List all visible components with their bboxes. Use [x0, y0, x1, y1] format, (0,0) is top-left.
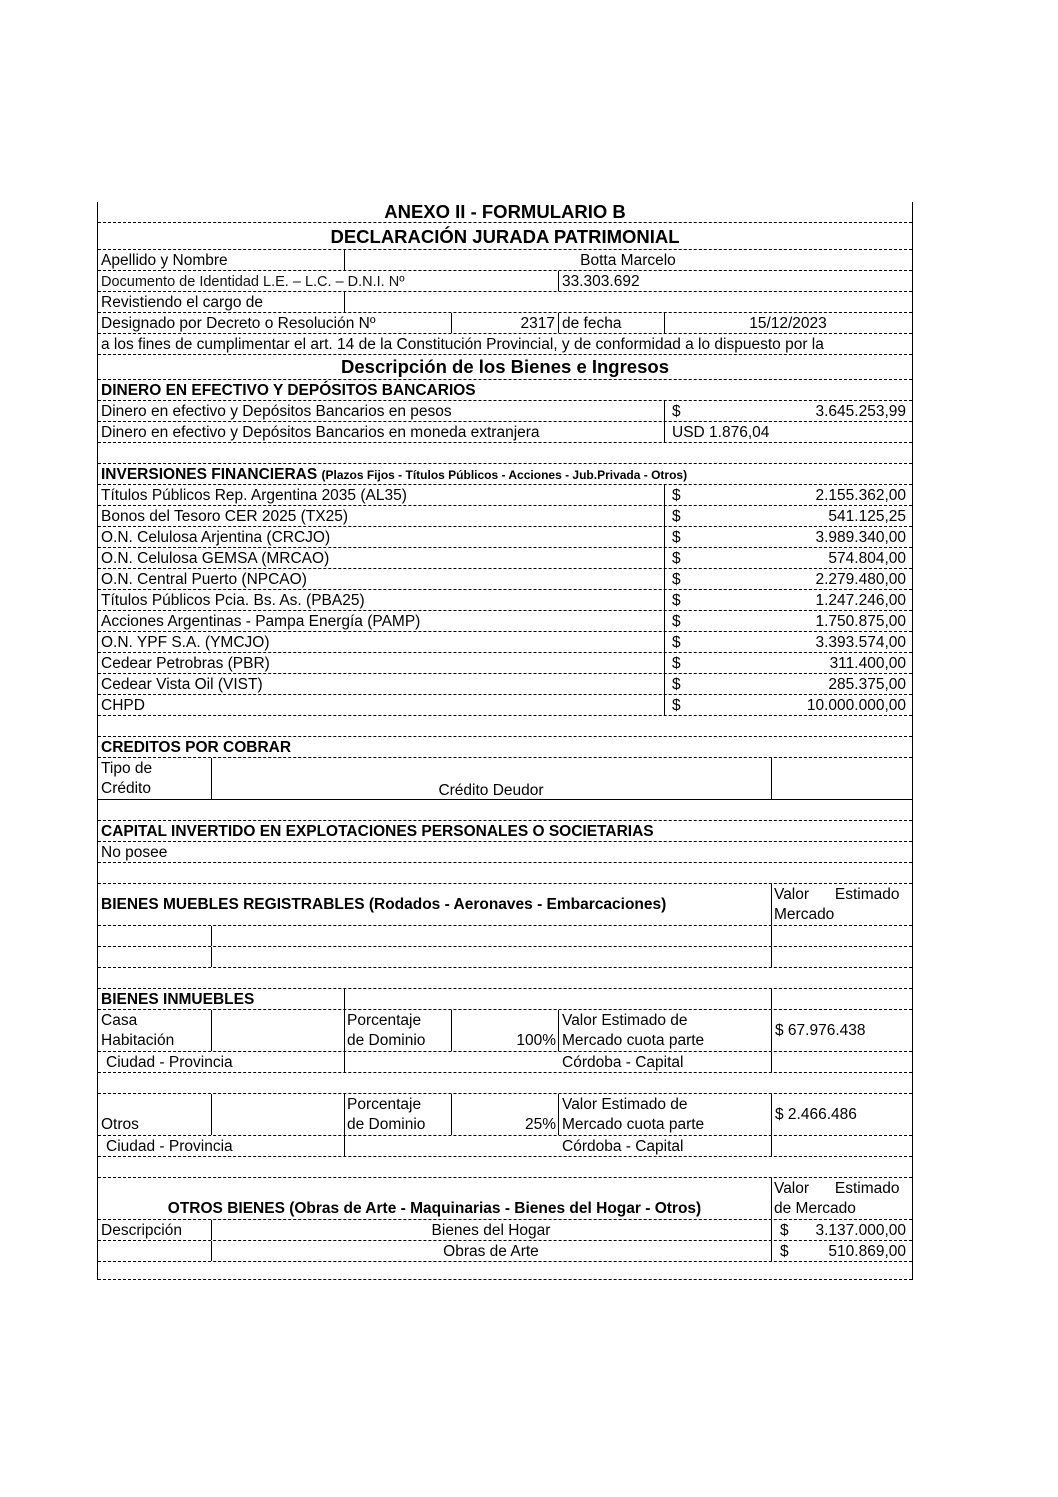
investment-label: O.N. Celulosa GEMSA (MRCAO) — [101, 550, 330, 567]
annex-row — [98, 202, 912, 223]
spacer-row — [98, 1262, 912, 1280]
capital-value: No posee — [101, 844, 168, 861]
other-amount: 510.869,00 — [828, 1243, 906, 1260]
desc-label: Descripción — [101, 1222, 182, 1239]
city-label: Ciudad - Provincia — [106, 1054, 233, 1071]
doc-row — [98, 271, 912, 292]
investment-currency: $ — [672, 550, 681, 567]
cash-heading-row — [98, 380, 912, 401]
annex-title: ANEXO II - FORMULARIO B — [384, 201, 626, 222]
credit-type-label-1: Tipo de — [101, 760, 153, 777]
name-row — [98, 250, 912, 271]
pct-label-1: Porcentaje — [347, 1012, 422, 1029]
decreto-value: 2317 — [520, 315, 555, 332]
movables-row — [98, 926, 912, 947]
cash-currency: $ — [672, 403, 681, 420]
city-value: Córdoba - Capital — [562, 1054, 684, 1071]
description-title: Descripción de los Bienes e Ingresos — [341, 356, 669, 377]
realestate-item-row — [98, 1094, 912, 1136]
spacer-row — [98, 863, 912, 884]
city-value: Córdoba - Capital — [562, 1138, 684, 1155]
cash-label: Dinero en efectivo y Depósitos Bancarios en moneda extranjera — [101, 424, 540, 441]
capital-heading: CAPITAL INVERTIDO EN EXPLOTACIONES PERSONALES O SOCIETARIAS — [101, 823, 654, 840]
investment-amount: 2.279.480,00 — [815, 571, 906, 588]
investment-amount: 1.247.246,00 — [815, 592, 906, 609]
pct-value: 25% — [524, 1116, 556, 1133]
value-label-2: Mercado cuota parte — [562, 1032, 705, 1049]
investment-amount: 311.400,00 — [829, 655, 906, 672]
investment-amount: 285.375,00 — [828, 676, 906, 693]
value-label-1: Valor Estimado de — [562, 1012, 688, 1029]
spacer-row — [98, 716, 912, 737]
cash-row — [98, 401, 912, 422]
name-label: Apellido y Nombre — [101, 252, 228, 269]
investment-label: O.N. Celulosa Arjentina (CRCJO) — [101, 529, 331, 546]
other-value-label-1: Valor Estimado — [774, 1180, 900, 1197]
investment-row — [98, 506, 912, 527]
city-row — [98, 1052, 912, 1073]
pct-value: 100% — [516, 1032, 556, 1049]
investment-currency: $ — [672, 634, 681, 651]
legal-text: a los fines de cumplimentar el art. 14 de la Constitución Provincial, y de conformidad a lo dispuesto por la — [101, 336, 824, 353]
investment-label: Títulos Públicos Pcia. Bs. As. (PBA25) — [101, 592, 365, 609]
investment-amount: 3.989.340,00 — [815, 529, 906, 546]
investments-heading: INVERSIONES FINANCIERAS — [101, 466, 318, 483]
movables-heading-row — [98, 884, 912, 926]
investment-amount: 1.750.875,00 — [815, 613, 906, 630]
other-label: Bienes del Hogar — [431, 1222, 551, 1239]
investment-currency: $ — [672, 697, 681, 714]
investment-currency: $ — [672, 571, 681, 588]
investment-label: Cedear Vista Oil (VIST) — [101, 676, 263, 693]
investment-currency: $ — [672, 655, 681, 672]
cash-currency: USD 1.876,04 — [672, 424, 770, 441]
investment-label: Bonos del Tesoro CER 2025 (TX25) — [101, 508, 348, 525]
movables-value-label-1: Valor Estimado — [774, 886, 900, 903]
investment-row — [98, 590, 912, 611]
capital-row — [98, 842, 912, 863]
fecha-value: 15/12/2023 — [749, 315, 827, 332]
investment-label: Acciones Argentinas - Pampa Energía (PAMP) — [101, 613, 421, 630]
other-heading-row — [98, 1178, 912, 1220]
investment-currency: $ — [672, 508, 681, 525]
investment-row — [98, 569, 912, 590]
investments-note: (Plazos Fijos - Títulos Públicos - Acciones - Jub.Privada - Otros) — [321, 468, 688, 482]
value-label-2: Mercado cuota parte — [562, 1116, 705, 1133]
investment-label: Títulos Públicos Rep. Argentina 2035 (AL35) — [101, 487, 407, 504]
investment-label: CHPD — [101, 697, 145, 714]
realestate-type-2: Otros — [101, 1116, 139, 1133]
credit-debtor-label: Crédito Deudor — [438, 782, 544, 799]
title-row — [98, 223, 912, 250]
doc-value: 33.303.692 — [562, 273, 640, 290]
investment-amount: 3.393.574,00 — [815, 634, 906, 651]
cash-amount: 3.645.253,99 — [815, 403, 906, 420]
realestate-heading: BIENES INMUEBLES — [101, 991, 255, 1008]
realestate-heading-row — [98, 989, 912, 1010]
investment-amount: 10.000.000,00 — [806, 697, 906, 714]
cargo-label: Revistiendo el cargo de — [101, 294, 263, 311]
realestate-value: $ 2.466.486 — [775, 1106, 857, 1123]
investment-row — [98, 527, 912, 548]
realestate-type-1: Casa — [101, 1012, 138, 1029]
investment-currency: $ — [672, 676, 681, 693]
investment-row — [98, 632, 912, 653]
fecha-label: de fecha — [562, 315, 622, 332]
pct-label-2: de Dominio — [347, 1116, 426, 1133]
spacer-row — [98, 443, 912, 464]
other-label: Obras de Arte — [443, 1243, 539, 1260]
investment-label: Cedear Petrobras (PBR) — [101, 655, 270, 672]
credits-heading: CREDITOS POR COBRAR — [101, 739, 292, 756]
investment-label: O.N. YPF S.A. (YMCJO) — [101, 634, 270, 651]
investment-amount: 2.155.362,00 — [815, 487, 906, 504]
investment-currency: $ — [672, 592, 681, 609]
spacer-row — [98, 800, 912, 821]
other-currency: $ — [780, 1243, 789, 1260]
doc-label: Documento de Identidad L.E. – L.C. – D.N.I. Nº — [101, 274, 405, 290]
capital-heading-row — [98, 821, 912, 842]
investment-row — [98, 695, 912, 716]
movables-heading: BIENES MUEBLES REGISTRABLES (Rodados - Aeronaves - Embarcaciones) — [101, 896, 667, 913]
other-value-label-2: de Mercado — [774, 1200, 856, 1217]
city-label: Ciudad - Provincia — [106, 1138, 233, 1155]
other-currency: $ — [780, 1222, 789, 1239]
other-heading: OTROS BIENES (Obras de Arte - Maquinarias - Bienes del Hogar - Otros) — [167, 1200, 702, 1217]
investment-currency: $ — [672, 529, 681, 546]
investment-row — [98, 611, 912, 632]
cash-row — [98, 422, 912, 443]
spacer-row — [98, 968, 912, 989]
other-row — [98, 1241, 912, 1262]
realestate-type-2: Habitación — [101, 1032, 175, 1049]
description-row — [98, 355, 912, 380]
investment-label: O.N. Central Puerto (NPCAO) — [101, 571, 307, 588]
investment-row — [98, 653, 912, 674]
spacer-row — [98, 1073, 912, 1094]
movables-value-label-2: Mercado — [774, 906, 835, 923]
cash-heading: DINERO EN EFECTIVO Y DEPÓSITOS BANCARIOS — [101, 382, 476, 399]
credit-type-label-2: Crédito — [101, 780, 151, 797]
movables-row — [98, 947, 912, 968]
other-row — [98, 1220, 912, 1241]
legal-row — [98, 334, 912, 355]
investment-row — [98, 548, 912, 569]
declaration-form — [97, 202, 913, 1280]
form-title: DECLARACIÓN JURADA PATRIMONIAL — [330, 226, 680, 247]
realestate-value: $ 67.976.438 — [775, 1022, 866, 1039]
investment-currency: $ — [672, 613, 681, 630]
other-amount: 3.137.000,00 — [815, 1222, 906, 1239]
name-value: Botta Marcelo — [580, 252, 676, 269]
credits-row — [98, 758, 912, 800]
spacer-row — [98, 1157, 912, 1178]
decreto-label: Designado por Decreto o Resolución Nº — [101, 315, 376, 332]
investment-currency: $ — [672, 487, 681, 504]
pct-label-2: de Dominio — [347, 1032, 426, 1049]
realestate-item-row — [98, 1010, 912, 1052]
credits-heading-row — [98, 737, 912, 758]
investment-amount: 574.804,00 — [828, 550, 906, 567]
investment-amount: 541.125,25 — [828, 508, 906, 525]
value-label-1: Valor Estimado de — [562, 1096, 688, 1113]
investments-heading-row — [98, 464, 912, 485]
decreto-row — [98, 313, 912, 334]
cash-label: Dinero en efectivo y Depósitos Bancarios en pesos — [101, 403, 452, 420]
city-row — [98, 1136, 912, 1157]
investment-row — [98, 485, 912, 506]
cargo-row — [98, 292, 912, 313]
investment-row — [98, 674, 912, 695]
pct-label-1: Porcentaje — [347, 1096, 422, 1113]
